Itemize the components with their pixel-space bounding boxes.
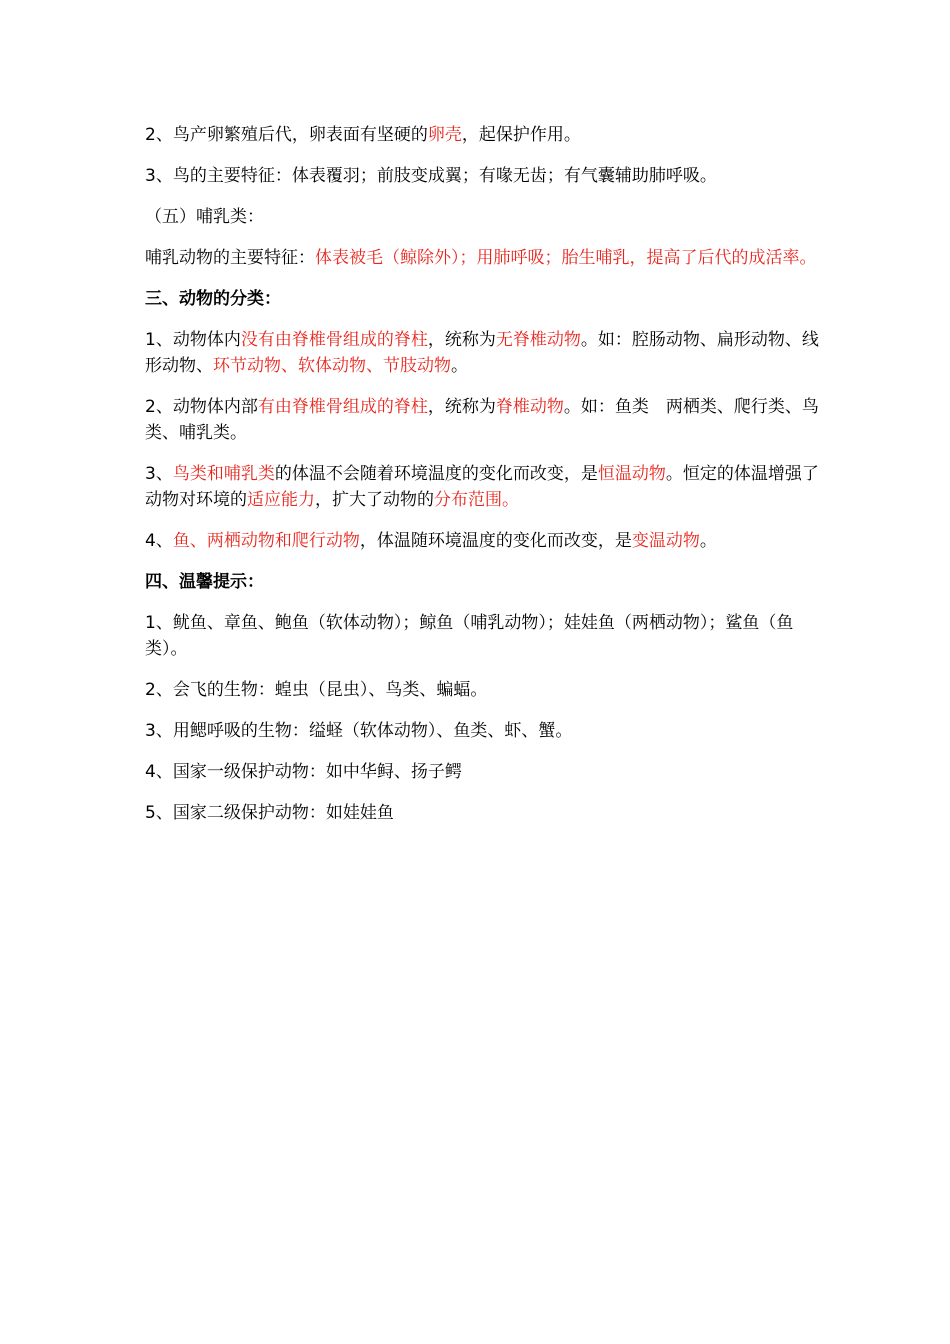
text-run: 。 bbox=[699, 531, 717, 551]
highlighted-text: 鸟类和哺乳类 bbox=[172, 464, 275, 484]
text-run: （五）哺乳类： bbox=[145, 207, 264, 227]
text-run: 1、鱿鱼、章鱼、鲍鱼（软体动物）；鲸鱼（哺乳动物）；娃娃鱼（两栖动物）；鲨鱼（鱼类）。 bbox=[145, 613, 794, 659]
section-heading bbox=[145, 286, 820, 312]
highlighted-text: 变温动物 bbox=[631, 531, 700, 551]
text-run: 4、 bbox=[145, 531, 173, 551]
text-run: 2、动物体内部 bbox=[145, 397, 258, 417]
highlighted-text: 卵壳 bbox=[427, 125, 462, 145]
text-run: 4、国家一级保护动物：如中华鲟、扬子鳄 bbox=[145, 762, 462, 782]
highlighted-text: 环节动物、软体动物、节肢动物 bbox=[213, 356, 451, 376]
text-run: 。 bbox=[451, 356, 468, 376]
highlighted-text: 无脊椎动物 bbox=[495, 330, 581, 350]
text-run: 三、动物的分类： bbox=[145, 289, 281, 309]
text-run: 5、国家二级保护动物：如娃娃鱼 bbox=[145, 803, 394, 823]
highlighted-text: 体表被毛（鲸除外）；用肺呼吸；胎生哺乳，提高了后代的成活率。 bbox=[315, 248, 817, 268]
paragraph bbox=[145, 461, 820, 513]
highlighted-text: 分布范围。 bbox=[434, 490, 519, 510]
text-run: 1、动物体内 bbox=[145, 330, 241, 350]
text-run: ，扩大了动物的 bbox=[315, 490, 434, 510]
paragraph bbox=[145, 759, 820, 785]
document-body bbox=[145, 122, 820, 826]
paragraph bbox=[145, 327, 820, 379]
text-run: ，起保护作用。 bbox=[461, 125, 581, 145]
paragraph bbox=[145, 163, 820, 189]
paragraph bbox=[145, 528, 820, 554]
text-run: 3、用鳃呼吸的生物：缢蛏（软体动物）、鱼类、虾、蟹。 bbox=[145, 721, 573, 741]
paragraph bbox=[145, 204, 820, 230]
text-run: 四、温馨提示： bbox=[145, 572, 264, 592]
text-run: 哺乳动物的主要特征： bbox=[145, 248, 315, 268]
text-run: 的体温不会随着环境温度的变化而改变，是 bbox=[274, 464, 598, 484]
text-run: 2、鸟产卵繁殖后代，卵表面有坚硬的 bbox=[145, 125, 428, 145]
paragraph bbox=[145, 122, 820, 148]
text-run: ，体温随环境温度的变化而改变，是 bbox=[359, 531, 632, 551]
highlighted-text: 适应能力 bbox=[247, 490, 315, 510]
text-run: ，统称为 bbox=[427, 330, 496, 350]
paragraph bbox=[145, 677, 820, 703]
paragraph bbox=[145, 800, 820, 826]
text-run: 。如：鱼类 两栖类、爬行类、鸟类、哺乳类。 bbox=[145, 397, 819, 443]
highlighted-text: 恒温动物 bbox=[597, 464, 666, 484]
text-run: ，统称为 bbox=[427, 397, 496, 417]
text-run: 3、鸟的主要特征：体表覆羽；前肢变成翼；有喙无齿；有气囊辅助肺呼吸。 bbox=[145, 166, 717, 186]
text-run: 3、 bbox=[145, 464, 173, 484]
highlighted-text: 脊椎动物 bbox=[495, 397, 564, 417]
highlighted-text: 鱼、两栖动物和爬行动物 bbox=[172, 531, 360, 551]
section-heading bbox=[145, 569, 820, 595]
paragraph bbox=[145, 394, 820, 446]
paragraph bbox=[145, 245, 820, 271]
paragraph bbox=[145, 718, 820, 744]
text-run: 。恒定的体温增强了动物对环境的 bbox=[145, 464, 819, 510]
highlighted-text: 有由脊椎骨组成的脊柱 bbox=[257, 397, 428, 417]
paragraph bbox=[145, 610, 820, 662]
text-run: 。如：腔肠动物、扁形动物、线形动物、 bbox=[145, 330, 819, 376]
highlighted-text: 没有由脊椎骨组成的脊柱 bbox=[240, 330, 428, 350]
text-run: 2、会飞的生物：蝗虫（昆虫）、鸟类、蝙蝠。 bbox=[145, 680, 488, 700]
